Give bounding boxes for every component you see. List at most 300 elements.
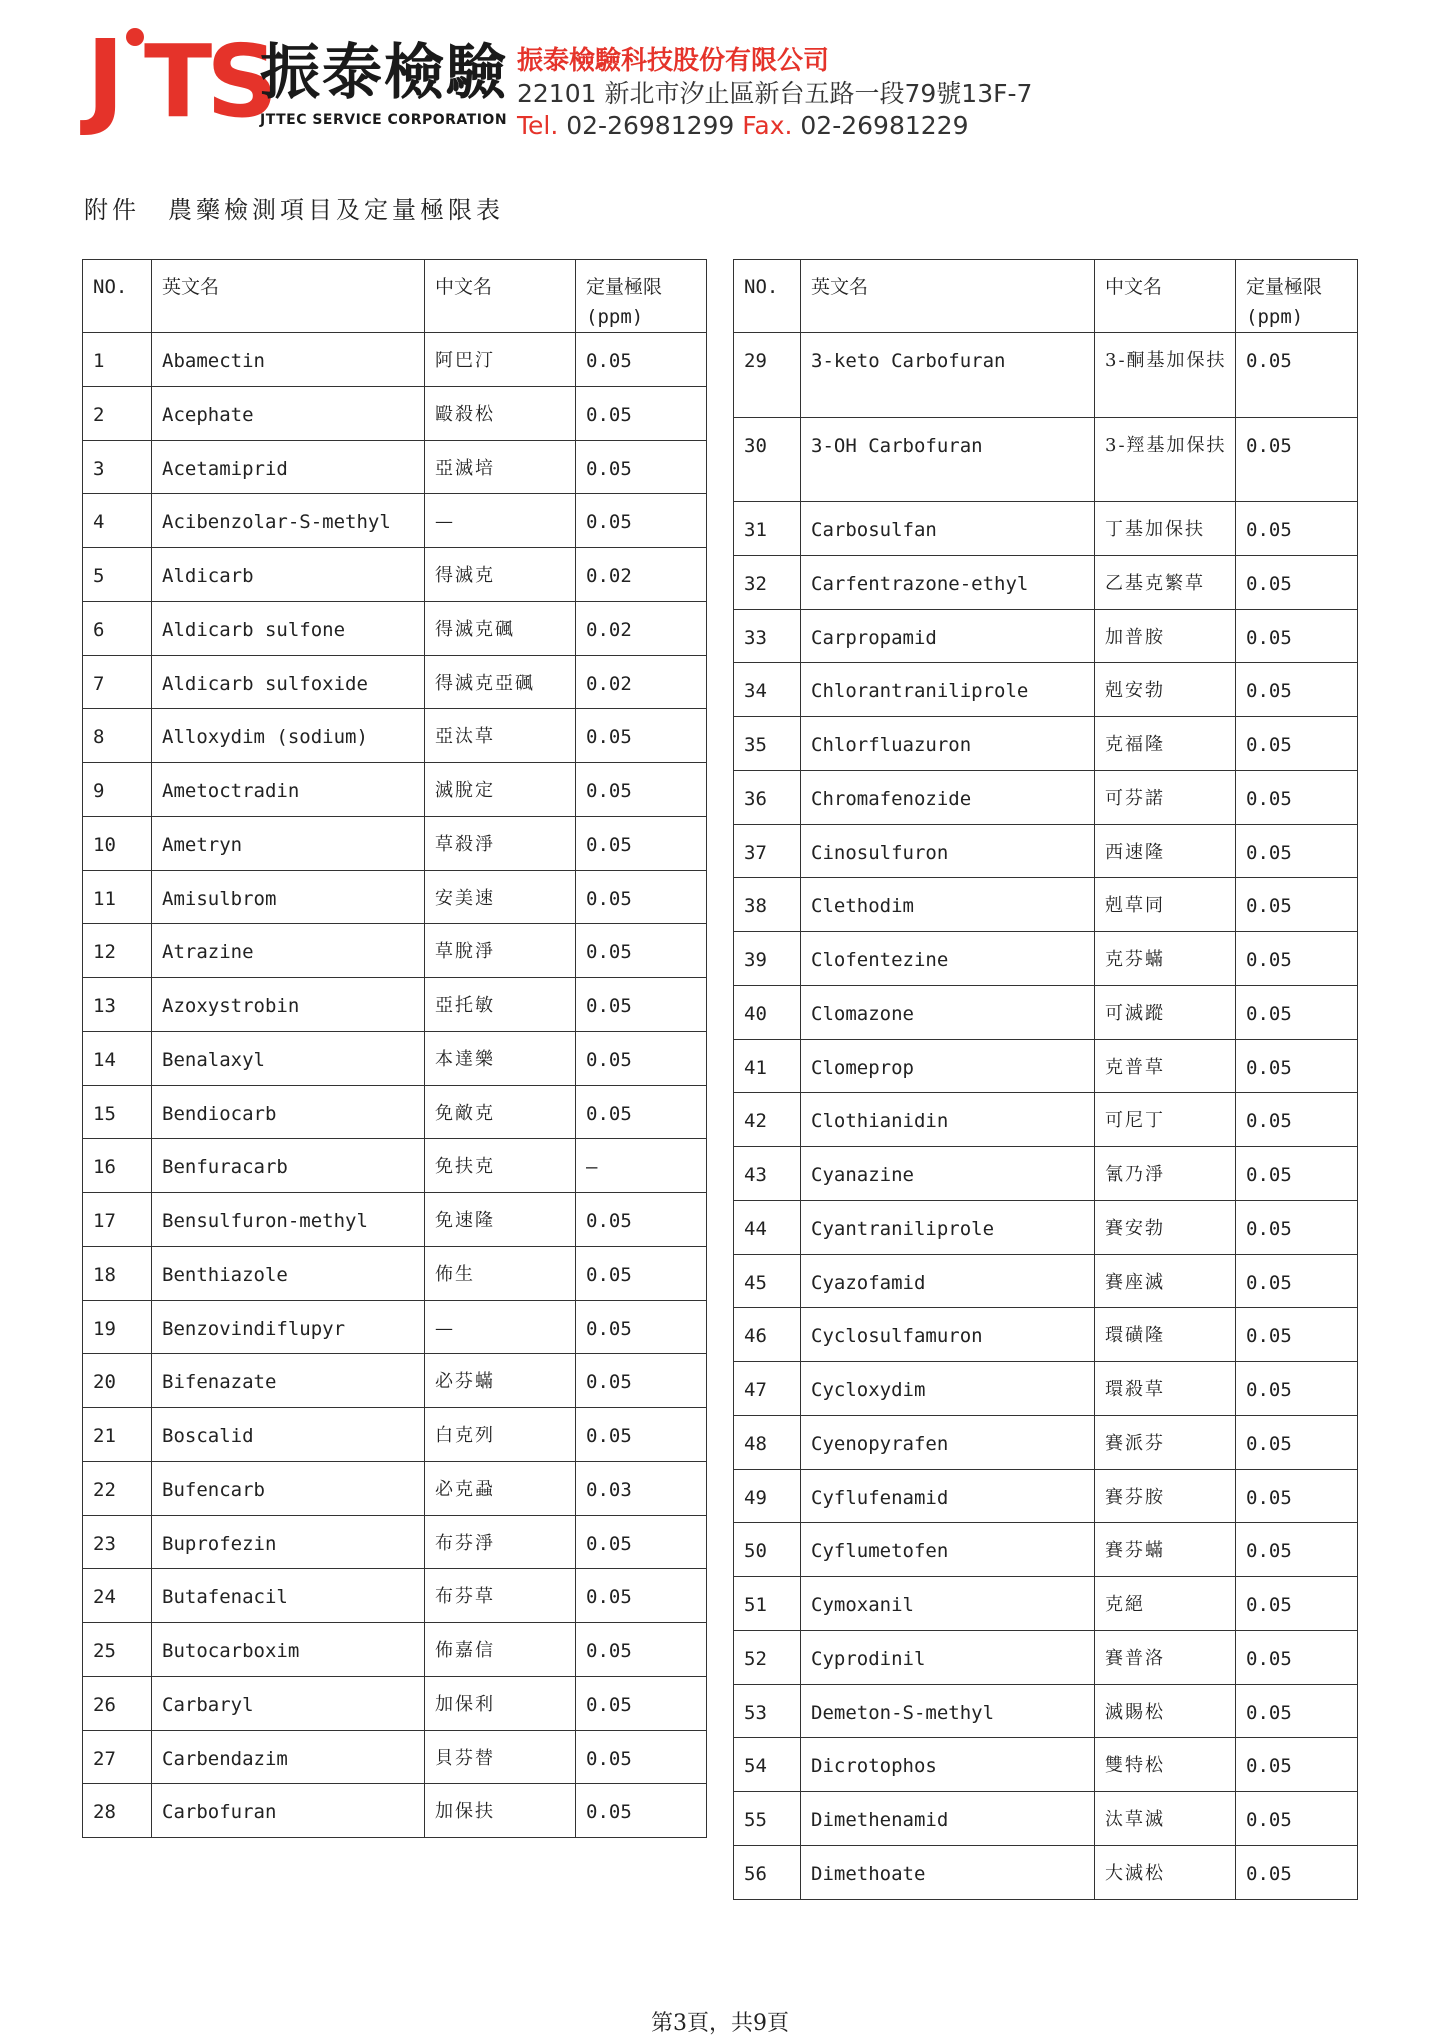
cell-loq: 0.05 xyxy=(576,1569,707,1623)
cell-no: 16 xyxy=(83,1139,152,1193)
cell-chinese-name: 亞汰草 xyxy=(425,709,576,763)
cell-chinese-name: 布芬淨 xyxy=(425,1515,576,1569)
table-row xyxy=(83,816,707,870)
header-chinese-name: 中文名 xyxy=(425,260,576,333)
cell-english-name: Cycloxydim xyxy=(801,1362,1095,1416)
cell-chinese-name: 賽安勃 xyxy=(1095,1200,1236,1254)
cell-loq: 0.05 xyxy=(1236,417,1358,502)
cell-no: 3 xyxy=(83,440,152,494)
cell-english-name: Carbosulfan xyxy=(801,502,1095,556)
company-contact xyxy=(517,110,1077,142)
cell-english-name: Carbaryl xyxy=(152,1676,425,1730)
table-row xyxy=(83,1784,707,1838)
table-row xyxy=(734,1792,1358,1846)
cell-no: 56 xyxy=(734,1845,801,1899)
cell-english-name: Clothianidin xyxy=(801,1093,1095,1147)
cell-chinese-name: 剋草同 xyxy=(1095,878,1236,932)
fax-label: Fax. xyxy=(742,111,793,140)
logo-letter-j: J xyxy=(86,17,121,139)
cell-loq: 0.05 xyxy=(1236,609,1358,663)
cell-loq: 0.05 xyxy=(576,1623,707,1677)
cell-chinese-name: 3-羥基加保扶 xyxy=(1095,417,1236,502)
cell-loq: 0.05 xyxy=(576,978,707,1032)
cell-english-name: Cyflufenamid xyxy=(801,1469,1095,1523)
table-row xyxy=(734,555,1358,609)
table-row xyxy=(734,502,1358,556)
cell-no: 42 xyxy=(734,1093,801,1147)
cell-no: 2 xyxy=(83,386,152,440)
table-row xyxy=(734,609,1358,663)
header-loq xyxy=(1236,260,1358,333)
cell-english-name: Ametoctradin xyxy=(152,763,425,817)
table-row xyxy=(83,1300,707,1354)
cell-chinese-name: 布芬草 xyxy=(425,1569,576,1623)
fax-number: 02-26981229 xyxy=(800,111,969,140)
table-row xyxy=(83,1569,707,1623)
table-row xyxy=(83,440,707,494)
header-loq xyxy=(576,260,707,333)
cell-no: 38 xyxy=(734,878,801,932)
cell-english-name: Cyazofamid xyxy=(801,1254,1095,1308)
cell-loq: 0.05 xyxy=(576,1354,707,1408)
cell-no: 23 xyxy=(83,1515,152,1569)
cell-loq: 0.05 xyxy=(1236,555,1358,609)
table-row xyxy=(83,494,707,548)
header-loq-unit: (ppm) xyxy=(586,306,644,328)
tel-label: Tel. xyxy=(517,111,559,140)
cell-loq: 0.05 xyxy=(576,333,707,387)
cell-chinese-name: 必芬蟎 xyxy=(425,1354,576,1408)
table-header-row xyxy=(734,260,1358,333)
cell-loq: 0.05 xyxy=(576,709,707,763)
cell-loq: 0.05 xyxy=(1236,1738,1358,1792)
cell-english-name: Carfentrazone-ethyl xyxy=(801,555,1095,609)
cell-chinese-name: 賽普洛 xyxy=(1095,1630,1236,1684)
table-header-row xyxy=(83,260,707,333)
logo-chinese-name: 振泰檢驗 xyxy=(260,38,508,108)
cell-chinese-name: 佈生 xyxy=(425,1246,576,1300)
table-row xyxy=(83,386,707,440)
cell-english-name: Dicrotophos xyxy=(801,1738,1095,1792)
cell-loq: 0.05 xyxy=(576,1246,707,1300)
cell-no: 14 xyxy=(83,1031,152,1085)
cell-english-name: Chlorfluazuron xyxy=(801,717,1095,771)
table-row xyxy=(83,333,707,387)
table-row xyxy=(83,763,707,817)
title-prefix: 附件 xyxy=(84,196,140,224)
cell-loq: 0.05 xyxy=(1236,333,1358,418)
cell-no: 13 xyxy=(83,978,152,1032)
cell-no: 52 xyxy=(734,1630,801,1684)
cell-no: 7 xyxy=(83,655,152,709)
cell-loq: 0.05 xyxy=(576,1408,707,1462)
tel-number: 02-26981299 xyxy=(566,111,735,140)
cell-no: 32 xyxy=(734,555,801,609)
cell-loq: 0.05 xyxy=(1236,663,1358,717)
cell-no: 44 xyxy=(734,1200,801,1254)
cell-loq: 0.05 xyxy=(1236,1845,1358,1899)
table-row xyxy=(83,1193,707,1247)
cell-chinese-name: 克芬蟎 xyxy=(1095,932,1236,986)
cell-no: 40 xyxy=(734,985,801,1039)
table-row xyxy=(734,1200,1358,1254)
cell-chinese-name: 氰乃淨 xyxy=(1095,1147,1236,1201)
cell-loq: 0.05 xyxy=(1236,770,1358,824)
table-row xyxy=(734,1362,1358,1416)
cell-loq: 0.05 xyxy=(576,1784,707,1838)
cell-no: 49 xyxy=(734,1469,801,1523)
table-row xyxy=(734,1577,1358,1631)
cell-chinese-name: 環磺隆 xyxy=(1095,1308,1236,1362)
cell-chinese-name: 克普草 xyxy=(1095,1039,1236,1093)
cell-english-name: 3-keto Carbofuran xyxy=(801,333,1095,418)
cell-chinese-name: — xyxy=(425,494,576,548)
cell-english-name: Carbofuran xyxy=(152,1784,425,1838)
cell-english-name: Dimethoate xyxy=(801,1845,1095,1899)
cell-no: 26 xyxy=(83,1676,152,1730)
cell-no: 11 xyxy=(83,870,152,924)
company-address: 22101 新北市汐止區新台五路一段79號13F-7 xyxy=(517,79,1033,108)
cell-english-name: Butocarboxim xyxy=(152,1623,425,1677)
cell-no: 54 xyxy=(734,1738,801,1792)
cell-english-name: Demeton-S-methyl xyxy=(801,1684,1095,1738)
cell-no: 37 xyxy=(734,824,801,878)
cell-english-name: Acibenzolar-S-methyl xyxy=(152,494,425,548)
cell-loq: 0.05 xyxy=(576,386,707,440)
cell-english-name: 3-OH Carbofuran xyxy=(801,417,1095,502)
cell-chinese-name: 丁基加保扶 xyxy=(1095,502,1236,556)
cell-chinese-name: 剋安勃 xyxy=(1095,663,1236,717)
table-row xyxy=(734,1523,1358,1577)
table-row xyxy=(734,1039,1358,1093)
cell-english-name: Chlorantraniliprole xyxy=(801,663,1095,717)
table-row xyxy=(734,1254,1358,1308)
cell-no: 30 xyxy=(734,417,801,502)
cell-english-name: Carbendazim xyxy=(152,1730,425,1784)
cell-chinese-name: 賽芬蟎 xyxy=(1095,1523,1236,1577)
cell-no: 27 xyxy=(83,1730,152,1784)
cell-english-name: Atrazine xyxy=(152,924,425,978)
cell-english-name: Ametryn xyxy=(152,816,425,870)
cell-english-name: Cinosulfuron xyxy=(801,824,1095,878)
table-row xyxy=(83,870,707,924)
logo-dot xyxy=(126,28,144,46)
cell-no: 35 xyxy=(734,717,801,771)
cell-chinese-name: 本達樂 xyxy=(425,1031,576,1085)
cell-no: 10 xyxy=(83,816,152,870)
cell-english-name: Aldicarb xyxy=(152,548,425,602)
cell-chinese-name: 賽座滅 xyxy=(1095,1254,1236,1308)
cell-loq: 0.05 xyxy=(576,924,707,978)
cell-no: 25 xyxy=(83,1623,152,1677)
table-row xyxy=(83,1354,707,1408)
cell-loq: 0.05 xyxy=(1236,1200,1358,1254)
cell-no: 9 xyxy=(83,763,152,817)
cell-no: 39 xyxy=(734,932,801,986)
cell-loq: 0.05 xyxy=(1236,1523,1358,1577)
cell-english-name: Benthiazole xyxy=(152,1246,425,1300)
table-row xyxy=(734,878,1358,932)
cell-chinese-name: 賽芬胺 xyxy=(1095,1469,1236,1523)
cell-no: 55 xyxy=(734,1792,801,1846)
cell-chinese-name: 滅脫定 xyxy=(425,763,576,817)
cell-no: 48 xyxy=(734,1415,801,1469)
cell-english-name: Abamectin xyxy=(152,333,425,387)
cell-english-name: Cymoxanil xyxy=(801,1577,1095,1631)
company-logo xyxy=(82,17,273,140)
table-row xyxy=(83,1623,707,1677)
cell-no: 33 xyxy=(734,609,801,663)
cell-loq: 0.05 xyxy=(1236,1147,1358,1201)
cell-chinese-name: 得滅克亞碸 xyxy=(425,655,576,709)
cell-chinese-name: — xyxy=(425,1300,576,1354)
table-row xyxy=(83,1246,707,1300)
cell-loq: 0.02 xyxy=(576,601,707,655)
cell-chinese-name: 阿巴汀 xyxy=(425,333,576,387)
cell-english-name: Butafenacil xyxy=(152,1569,425,1623)
table-row xyxy=(83,709,707,763)
cell-no: 45 xyxy=(734,1254,801,1308)
cell-english-name: Cyprodinil xyxy=(801,1630,1095,1684)
table-row xyxy=(734,1630,1358,1684)
table-row xyxy=(83,1515,707,1569)
cell-no: 21 xyxy=(83,1408,152,1462)
cell-chinese-name: 3-酮基加保扶 xyxy=(1095,333,1236,418)
cell-chinese-name: 佈嘉信 xyxy=(425,1623,576,1677)
table-row xyxy=(83,548,707,602)
cell-loq: 0.05 xyxy=(1236,1792,1358,1846)
cell-no: 29 xyxy=(734,333,801,418)
cell-loq: 0.05 xyxy=(1236,1684,1358,1738)
table-row xyxy=(734,985,1358,1039)
cell-english-name: Cyenopyrafen xyxy=(801,1415,1095,1469)
cell-english-name: Chromafenozide xyxy=(801,770,1095,824)
cell-chinese-name: 可芬諾 xyxy=(1095,770,1236,824)
table-row xyxy=(734,1845,1358,1899)
cell-chinese-name: 加普胺 xyxy=(1095,609,1236,663)
cell-loq: 0.05 xyxy=(576,1193,707,1247)
header-loq-unit: (ppm) xyxy=(1246,306,1304,328)
table-row xyxy=(83,601,707,655)
cell-loq: 0.05 xyxy=(1236,878,1358,932)
header-english-name: 英文名 xyxy=(152,260,425,333)
cell-chinese-name: 草脫淨 xyxy=(425,924,576,978)
cell-chinese-name: 得滅克 xyxy=(425,548,576,602)
cell-no: 53 xyxy=(734,1684,801,1738)
cell-loq: 0.03 xyxy=(576,1461,707,1515)
header-english-name: 英文名 xyxy=(801,260,1095,333)
table-row xyxy=(83,978,707,1032)
cell-chinese-name: 免敵克 xyxy=(425,1085,576,1139)
cell-loq: 0.05 xyxy=(576,1085,707,1139)
cell-chinese-name: 亞托敏 xyxy=(425,978,576,1032)
cell-chinese-name: 免速隆 xyxy=(425,1193,576,1247)
cell-english-name: Benzovindiflupyr xyxy=(152,1300,425,1354)
cell-loq: 0.02 xyxy=(576,655,707,709)
cell-chinese-name: 免扶克 xyxy=(425,1139,576,1193)
cell-no: 18 xyxy=(83,1246,152,1300)
cell-no: 41 xyxy=(734,1039,801,1093)
cell-english-name: Benalaxyl xyxy=(152,1031,425,1085)
cell-chinese-name: 賽派芬 xyxy=(1095,1415,1236,1469)
letterhead xyxy=(82,17,1082,146)
cell-english-name: Alloxydim (sodium) xyxy=(152,709,425,763)
cell-loq: 0.05 xyxy=(576,1730,707,1784)
cell-english-name: Dimethenamid xyxy=(801,1792,1095,1846)
cell-no: 1 xyxy=(83,333,152,387)
cell-no: 4 xyxy=(83,494,152,548)
cell-loq: 0.05 xyxy=(576,870,707,924)
cell-no: 46 xyxy=(734,1308,801,1362)
cell-english-name: Benfuracarb xyxy=(152,1139,425,1193)
table-row xyxy=(734,1684,1358,1738)
cell-no: 34 xyxy=(734,663,801,717)
cell-loq: — xyxy=(576,1139,707,1193)
header-no: NO. xyxy=(734,260,801,333)
cell-english-name: Acephate xyxy=(152,386,425,440)
header-chinese-name: 中文名 xyxy=(1095,260,1236,333)
table-body-left xyxy=(83,333,707,1838)
cell-no: 28 xyxy=(83,1784,152,1838)
cell-chinese-name: 貝芬替 xyxy=(425,1730,576,1784)
cell-chinese-name: 得滅克碸 xyxy=(425,601,576,655)
cell-chinese-name: 亞滅培 xyxy=(425,440,576,494)
table-row xyxy=(734,1147,1358,1201)
table-row xyxy=(734,1093,1358,1147)
page-number: 第3頁，共9頁 xyxy=(651,2011,789,2036)
cell-loq: 0.05 xyxy=(1236,502,1358,556)
cell-loq: 0.05 xyxy=(1236,1577,1358,1631)
cell-loq: 0.05 xyxy=(1236,1254,1358,1308)
table-row xyxy=(734,417,1358,502)
cell-chinese-name: 克福隆 xyxy=(1095,717,1236,771)
table-row xyxy=(734,1469,1358,1523)
cell-english-name: Clethodim xyxy=(801,878,1095,932)
cell-english-name: Aldicarb sulfoxide xyxy=(152,655,425,709)
table-row xyxy=(734,1738,1358,1792)
table-row xyxy=(83,1676,707,1730)
cell-loq: 0.05 xyxy=(1236,985,1358,1039)
header-loq-label: 定量極限 xyxy=(586,276,663,298)
cell-english-name: Bendiocarb xyxy=(152,1085,425,1139)
cell-no: 19 xyxy=(83,1300,152,1354)
cell-english-name: Cyanazine xyxy=(801,1147,1095,1201)
cell-no: 36 xyxy=(734,770,801,824)
table-row xyxy=(83,1139,707,1193)
cell-english-name: Bufencarb xyxy=(152,1461,425,1515)
cell-loq: 0.05 xyxy=(1236,1630,1358,1684)
title-text: 農藥檢測項目及定量極限表 xyxy=(168,196,504,224)
cell-english-name: Boscalid xyxy=(152,1408,425,1462)
table-row xyxy=(734,663,1358,717)
cell-loq: 0.05 xyxy=(1236,1308,1358,1362)
logo-english-name: JTTEC SERVICE CORPORATION xyxy=(260,112,508,128)
cell-english-name: Acetamiprid xyxy=(152,440,425,494)
cell-english-name: Bensulfuron-methyl xyxy=(152,1193,425,1247)
cell-chinese-name: 汰草滅 xyxy=(1095,1792,1236,1846)
header-loq-label: 定量極限 xyxy=(1246,276,1323,298)
document-title xyxy=(84,190,504,225)
cell-loq: 0.05 xyxy=(1236,932,1358,986)
cell-english-name: Azoxystrobin xyxy=(152,978,425,1032)
cell-loq: 0.05 xyxy=(1236,717,1358,771)
company-name: 振泰檢驗科技股份有限公司 xyxy=(517,46,830,76)
cell-english-name: Cyflumetofen xyxy=(801,1523,1095,1577)
pesticide-table-left xyxy=(82,259,707,1838)
cell-loq: 0.05 xyxy=(1236,1093,1358,1147)
table-row xyxy=(83,1730,707,1784)
table-row xyxy=(83,1408,707,1462)
table-row xyxy=(734,770,1358,824)
table-row xyxy=(734,1308,1358,1362)
cell-chinese-name: 草殺淨 xyxy=(425,816,576,870)
cell-no: 17 xyxy=(83,1193,152,1247)
cell-chinese-name: 大滅松 xyxy=(1095,1845,1236,1899)
cell-no: 12 xyxy=(83,924,152,978)
cell-english-name: Bifenazate xyxy=(152,1354,425,1408)
cell-loq: 0.05 xyxy=(576,1031,707,1085)
cell-chinese-name: 雙特松 xyxy=(1095,1738,1236,1792)
cell-loq: 0.05 xyxy=(576,816,707,870)
cell-no: 51 xyxy=(734,1577,801,1631)
cell-no: 8 xyxy=(83,709,152,763)
table-row xyxy=(734,1415,1358,1469)
cell-loq: 0.05 xyxy=(1236,1415,1358,1469)
cell-english-name: Aldicarb sulfone xyxy=(152,601,425,655)
cell-english-name: Cyantraniliprole xyxy=(801,1200,1095,1254)
cell-loq: 0.05 xyxy=(1236,1469,1358,1523)
cell-chinese-name: 滅賜松 xyxy=(1095,1684,1236,1738)
cell-chinese-name: 可滅蹤 xyxy=(1095,985,1236,1039)
cell-no: 50 xyxy=(734,1523,801,1577)
cell-english-name: Buprofezin xyxy=(152,1515,425,1569)
cell-no: 20 xyxy=(83,1354,152,1408)
table-row xyxy=(734,932,1358,986)
cell-loq: 0.05 xyxy=(1236,1039,1358,1093)
cell-chinese-name: 克絕 xyxy=(1095,1577,1236,1631)
cell-english-name: Amisulbrom xyxy=(152,870,425,924)
table-row xyxy=(83,1461,707,1515)
cell-loq: 0.05 xyxy=(1236,824,1358,878)
cell-loq: 0.05 xyxy=(576,1300,707,1354)
cell-loq: 0.05 xyxy=(576,494,707,548)
pesticide-table-right xyxy=(733,259,1358,1900)
cell-no: 5 xyxy=(83,548,152,602)
cell-chinese-name: 安美速 xyxy=(425,870,576,924)
cell-no: 6 xyxy=(83,601,152,655)
cell-loq: 0.05 xyxy=(576,440,707,494)
cell-no: 47 xyxy=(734,1362,801,1416)
cell-chinese-name: 環殺草 xyxy=(1095,1362,1236,1416)
cell-loq: 0.05 xyxy=(576,1676,707,1730)
cell-loq: 0.02 xyxy=(576,548,707,602)
table-row xyxy=(83,924,707,978)
cell-no: 24 xyxy=(83,1569,152,1623)
cell-no: 15 xyxy=(83,1085,152,1139)
cell-no: 22 xyxy=(83,1461,152,1515)
table-row xyxy=(83,655,707,709)
table-row xyxy=(83,1031,707,1085)
logo-letters-ts: TS xyxy=(144,23,273,140)
cell-english-name: Clomeprop xyxy=(801,1039,1095,1093)
table-row xyxy=(734,717,1358,771)
company-info xyxy=(517,44,1077,142)
cell-english-name: Clofentezine xyxy=(801,932,1095,986)
cell-chinese-name: 必克蝨 xyxy=(425,1461,576,1515)
table-row xyxy=(734,333,1358,418)
cell-loq: 0.05 xyxy=(576,763,707,817)
table-body-right xyxy=(734,333,1358,1900)
